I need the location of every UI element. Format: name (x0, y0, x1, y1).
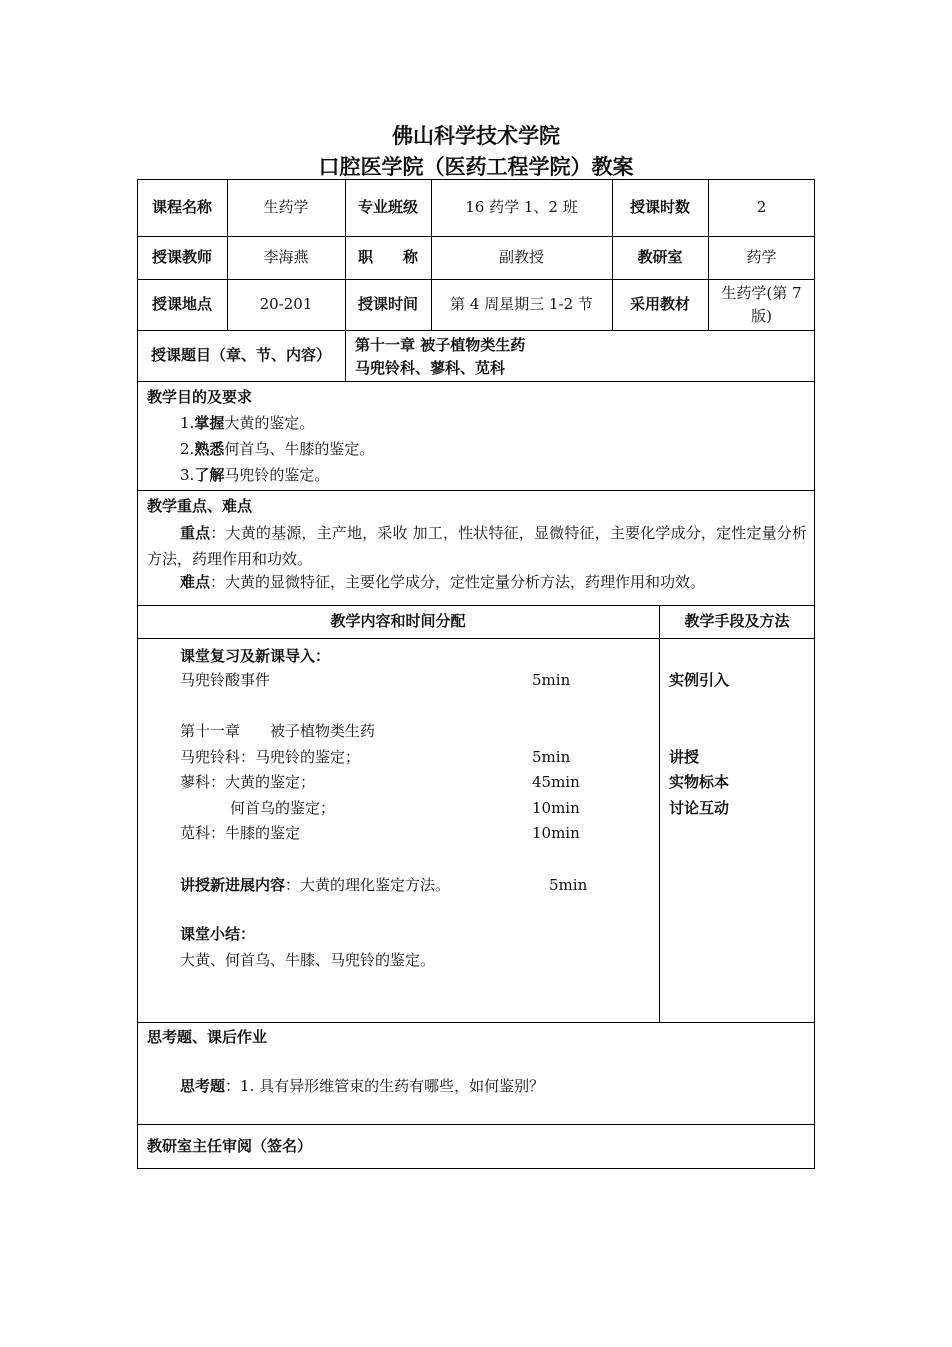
content-row: 何首乌的鉴定； (230, 799, 336, 817)
topic-line-1: 第十一章 被子植物类生药 (355, 336, 526, 354)
class-value: 16 药学 1、2 班 (465, 198, 578, 216)
objectives-heading: 教学目的及要求 (147, 388, 253, 406)
extension-time: 5min (549, 876, 588, 894)
method-item: 实例引入 (669, 671, 730, 689)
objective-item: 2.熟悉何首乌、牛膝的鉴定。 (180, 440, 375, 458)
hours-label: 授课时数 (629, 198, 690, 216)
review-item: 马兜铃酸事件 (180, 671, 271, 689)
class-label: 专业班级 (357, 198, 418, 216)
summary-text: 大黄、何首乌、牛膝、马兜铃的鉴定。 (180, 951, 436, 969)
homework-heading: 思考题、课后作业 (147, 1028, 268, 1046)
rank-value: 副教授 (498, 248, 544, 266)
objective-item: 1.掌握大黄的鉴定。 (180, 414, 315, 432)
method-item: 实物标本 (669, 773, 730, 791)
content-row-time: 45min (532, 773, 580, 791)
method-item: 讲授 (669, 748, 700, 766)
rank-label: 职 称 (357, 248, 418, 266)
course-name-label: 课程名称 (151, 198, 212, 216)
summary-heading: 课堂小结： (180, 925, 256, 943)
focus-heading: 教学重点、难点 (147, 497, 253, 515)
key-points: 重点：大黄的基源，主产地，采收 加工，性状特征，显微特征，主要化学成分，定性定量分析方法，药理作用和功效。 (147, 524, 807, 568)
place-label: 授课地点 (151, 295, 212, 313)
methods-header: 教学手段及方法 (684, 612, 790, 630)
content-row-time: 10min (532, 799, 580, 817)
teacher-value: 李海燕 (263, 248, 309, 266)
content-row-time: 5min (532, 748, 571, 766)
document-subtitle: 口腔医学院（医药工程学院）教案 (318, 155, 634, 179)
homework-question: 思考题：1. 具有异形维管束的生药有哪些，如何鉴别？ (180, 1077, 545, 1095)
textbook-value: 生药学(第 7 版) (721, 283, 802, 325)
teacher-label: 授课教师 (151, 248, 212, 266)
chapter-line: 第十一章 被子植物类生药 (180, 722, 376, 740)
director-review-heading: 教研室主任审阅（签名） (147, 1137, 313, 1155)
extension-line: 讲授新进展内容：大黄的理化鉴定方法。 (180, 876, 451, 894)
content-header: 教学内容和时间分配 (330, 612, 466, 630)
objective-item: 3.了解马兜铃的鉴定。 (180, 466, 330, 484)
time-value: 第 4 周星期三 1-2 节 (450, 295, 593, 313)
course-name-value: 生药学 (263, 198, 309, 216)
content-row: 马兜铃科：马兜铃的鉴定； (180, 748, 361, 766)
content-row: 苋科：牛膝的鉴定 (180, 824, 301, 842)
hours-value: 2 (756, 198, 767, 216)
dept-label: 教研室 (637, 248, 683, 266)
review-heading: 课堂复习及新课导入： (180, 647, 331, 665)
time-label: 授课时间 (357, 295, 418, 313)
review-time: 5min (532, 671, 571, 689)
difficult-points: 难点：大黄的显微特征，主要化学成分，定性定量分析方法，药理作用和功效。 (180, 573, 706, 591)
content-row-time: 10min (532, 824, 580, 842)
textbook-label: 采用教材 (629, 295, 690, 313)
dept-value: 药学 (746, 248, 777, 266)
place-value: 20-201 (259, 295, 313, 313)
topic-line-2: 马兜铃科、蓼科、苋科 (355, 359, 506, 377)
topic-label: 授课题目（章、节、内容） (150, 346, 331, 364)
method-item: 讨论互动 (669, 799, 730, 817)
document-title: 佛山科学技术学院 (392, 124, 560, 148)
content-row: 蓼科：大黄的鉴定； (180, 773, 316, 791)
